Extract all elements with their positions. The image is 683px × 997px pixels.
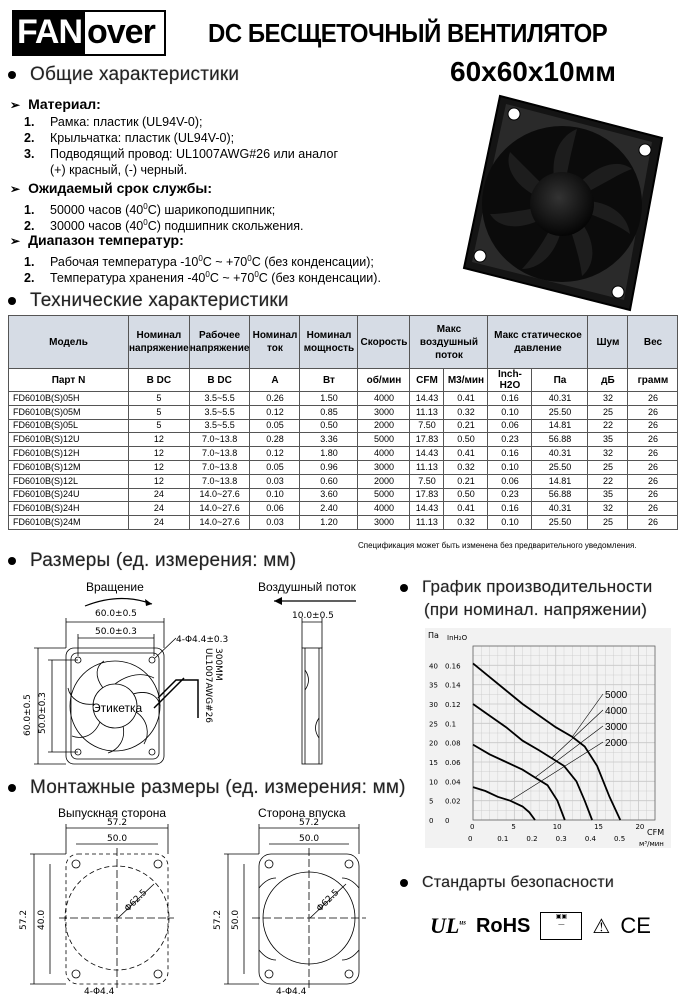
airflow-arrow-icon <box>270 596 360 606</box>
y-tick-label: 40 <box>429 662 438 671</box>
table-cell: 7.0~13.8 <box>189 460 250 474</box>
table-cell: 0.50 <box>444 488 488 502</box>
y2-tick-label: 0.02 <box>445 797 461 806</box>
table-cell: 0.32 <box>444 516 488 530</box>
table-cell: 2000 <box>358 474 410 488</box>
table-cell: 32 <box>588 502 628 516</box>
col-weight: Вес <box>628 316 678 369</box>
table-cell: 26 <box>628 392 678 406</box>
table-cell: FD6010B(S)24H <box>9 502 129 516</box>
col-airflow: Макс воздушный поток <box>410 316 488 369</box>
table-cell: 1.50 <box>300 392 358 406</box>
series-label: 4000 <box>605 706 628 717</box>
table-cell: 26 <box>628 433 678 447</box>
x2-tick-label: 0.3 <box>555 835 567 843</box>
arrow-icon: ➢ <box>10 98 21 112</box>
table-cell: 14.0~27.6 <box>189 502 250 516</box>
table-cell: 11.13 <box>410 405 444 419</box>
table-cell: 25.50 <box>532 405 588 419</box>
unit-cell: Вт <box>300 369 358 392</box>
chart-background <box>425 628 671 848</box>
table-cell: 26 <box>628 460 678 474</box>
table-cell: FD6010B(S)12M <box>9 460 129 474</box>
side-dimension-drawing <box>290 608 340 778</box>
x2-tick-label: 0.5 <box>614 835 626 843</box>
arrow-icon: ➢ <box>10 182 21 196</box>
table-cell: 0.41 <box>444 447 488 461</box>
inlet-holes: 4-Φ4.4 <box>276 987 307 996</box>
table-cell: 0.10 <box>488 460 532 474</box>
table-cell: 0.28 <box>250 433 300 447</box>
life-item: 1. 50000 часов $(40^0C)$ шарикоподшипник; <box>24 202 276 218</box>
outlet-holes: 4-Φ4.4 <box>84 987 115 996</box>
table-cell: 0.21 <box>444 419 488 433</box>
inlet-dim-50-vertical: 50.0 <box>231 909 241 930</box>
table-cell: 25 <box>588 516 628 530</box>
table-cell: 32 <box>588 447 628 461</box>
col-rated-voltage: Номинал напряжение <box>129 316 190 369</box>
table-cell: 5 <box>129 419 190 433</box>
series-label: 3000 <box>605 722 628 733</box>
temperature-heading: ➢ Диапазон температур: <box>10 232 184 248</box>
logo-part-over: over <box>87 13 155 51</box>
table-cell: 26 <box>628 405 678 419</box>
table-cell: FD6010B(S)12L <box>9 474 129 488</box>
series-label: 2000 <box>605 738 628 749</box>
x2-tick-label: 0.4 <box>584 835 596 843</box>
table-cell: 0.50 <box>300 419 358 433</box>
inlet-drawing <box>224 824 366 988</box>
x-tick-label: 15 <box>594 823 604 831</box>
general-heading: Общие характеристики <box>8 64 239 86</box>
outlet-dia: Φ62.5 <box>123 887 150 915</box>
table-cell: 4000 <box>358 502 410 516</box>
table-cell: FD6010B(S)05H <box>9 392 129 406</box>
table-cell: 0.60 <box>300 474 358 488</box>
table-cell: 0.10 <box>488 405 532 419</box>
table-row <box>9 502 678 516</box>
col-noise: Шум <box>588 316 628 369</box>
col-operating-voltage: Рабочее напряжение <box>189 316 250 369</box>
y-left-label: Па <box>428 631 439 640</box>
performance-subheading: (при номинал. напряжении) <box>424 600 648 619</box>
table-cell: 22 <box>588 419 628 433</box>
table-cell: 0.06 <box>250 502 300 516</box>
fan-photo <box>440 92 666 314</box>
unit-cell: Парт N <box>9 369 129 392</box>
unit-cell: Па <box>532 369 588 392</box>
table-cell: 56.88 <box>532 433 588 447</box>
table-cell: 4000 <box>358 447 410 461</box>
table-cell: 14.0~27.6 <box>189 488 250 502</box>
table-cell: 0.32 <box>444 460 488 474</box>
table-cell: 1.20 <box>300 516 358 530</box>
unit-cell: дБ <box>588 369 628 392</box>
dim-60-vertical: 60.0±0.5 <box>23 694 33 736</box>
material-heading: ➢ Материал: <box>10 96 101 112</box>
table-cell: 0.26 <box>250 392 300 406</box>
unit-cell: об/мин <box>358 369 410 392</box>
col-model: Модель <box>9 316 129 369</box>
material-item: 2. Крыльчатка: пластик (UL94V-0); <box>24 131 235 145</box>
table-cell: FD6010B(S)05M <box>9 405 129 419</box>
table-cell: 0.10 <box>488 516 532 530</box>
brand-logo <box>12 10 166 56</box>
table-cell: 1.80 <box>300 447 358 461</box>
outlet-dim-57-vertical: 57.2 <box>19 909 29 930</box>
table-cell: 14.43 <box>410 392 444 406</box>
arrow-icon: ➢ <box>10 234 21 248</box>
table-cell: 26 <box>628 502 678 516</box>
table-cell: 26 <box>628 419 678 433</box>
inlet-side-label: Сторона впуска <box>258 806 346 820</box>
performance-heading: График производительности <box>400 577 652 597</box>
table-cell: FD6010B(S)24M <box>9 516 129 530</box>
table-cell: 0.41 <box>444 502 488 516</box>
table-cell: 11.13 <box>410 516 444 530</box>
table-cell: 0.85 <box>300 405 358 419</box>
dimensions-heading: Размеры (ед. измерения: мм) <box>8 550 296 572</box>
table-cell: 0.12 <box>250 447 300 461</box>
table-cell: FD6010B(S)24U <box>9 488 129 502</box>
logo-part-fan: FAN <box>14 12 85 54</box>
mounting-drawings <box>14 818 384 996</box>
table-row <box>9 419 678 433</box>
table-cell: 0.16 <box>488 392 532 406</box>
table-cell: 5000 <box>358 433 410 447</box>
document-title: DC БЕСЩЕТОЧНЫЙ ВЕНТИЛЯТОР <box>208 18 608 48</box>
y-right-label: InH₂O <box>447 634 468 642</box>
material-item: 1. Рамка: пластик (UL94V-0); <box>24 115 203 129</box>
table-row <box>9 447 678 461</box>
wire-color-note: (+) красный, (-) черный. <box>50 163 188 177</box>
y2-tick-label: 0.06 <box>445 759 461 767</box>
y-tick-label: 30 <box>429 701 438 709</box>
table-cell: 3000 <box>358 460 410 474</box>
table-cell: 0.03 <box>250 474 300 488</box>
table-cell: 0.03 <box>250 516 300 530</box>
table-cell: 11.13 <box>410 460 444 474</box>
table-cell: 12 <box>129 447 190 461</box>
unit-cell: A <box>250 369 300 392</box>
table-cell: 14.43 <box>410 447 444 461</box>
table-cell: 0.32 <box>444 405 488 419</box>
table-cell: 2000 <box>358 419 410 433</box>
x-label: CFM <box>647 828 665 837</box>
y-tick-label: 15 <box>429 759 438 767</box>
table-cell: 7.50 <box>410 474 444 488</box>
life-heading: ➢ Ожидаемый срок службы: <box>10 180 212 196</box>
table-row <box>9 516 678 530</box>
table-row <box>9 488 678 502</box>
series-label: 5000 <box>605 690 628 701</box>
table-cell: 0.06 <box>488 474 532 488</box>
table-cell: 0.96 <box>300 460 358 474</box>
y2-tick-label: 0.16 <box>445 662 461 671</box>
x2-tick-label: 0.2 <box>526 835 538 843</box>
table-row <box>9 392 678 406</box>
outlet-side-label: Выпускная сторона <box>58 806 167 820</box>
front-dimension-drawing <box>8 608 238 778</box>
document-size: 60х60х10мм <box>450 56 617 87</box>
table-cell: 3.60 <box>300 488 358 502</box>
y-tick-label: 20 <box>429 739 438 748</box>
unit-cell: CFM <box>410 369 444 392</box>
col-speed: Скорость <box>358 316 410 369</box>
bullet-icon <box>8 784 16 792</box>
table-cell: 0.41 <box>444 392 488 406</box>
table-cell: 0.16 <box>488 447 532 461</box>
table-cell: 17.83 <box>410 488 444 502</box>
outlet-drawing <box>30 824 174 988</box>
y2-tick-label: 0.08 <box>445 739 461 748</box>
table-cell: 26 <box>628 447 678 461</box>
table-cell: 25 <box>588 460 628 474</box>
unit-cell: грамм <box>628 369 678 392</box>
weee-logo-icon: ▣▣ — <box>540 912 582 940</box>
table-cell: FD6010B(S)12H <box>9 447 129 461</box>
table-cell: 24 <box>129 488 190 502</box>
table-cell: 3.5~5.5 <box>189 405 250 419</box>
table-cell: 0.06 <box>488 419 532 433</box>
table-cell: FD6010B(S)05L <box>9 419 129 433</box>
table-cell: 26 <box>628 474 678 488</box>
performance-chart <box>425 628 671 848</box>
table-cell: 22 <box>588 474 628 488</box>
inlet-dim-57: 57.2 <box>299 818 320 828</box>
table-cell: 14.43 <box>410 502 444 516</box>
table-cell: 0.50 <box>444 433 488 447</box>
outlet-dim-50: 50.0 <box>107 834 128 844</box>
table-cell: 12 <box>129 433 190 447</box>
table-cell: 12 <box>129 474 190 488</box>
life-item: 2. 30000 часов $(40^0C)$ подшипник скольжения. <box>24 218 304 234</box>
ce-logo-icon: CE <box>620 913 651 938</box>
table-cell: 3.5~5.5 <box>189 392 250 406</box>
dim-60-horizontal: 60.0±0.5 <box>95 609 137 619</box>
table-cell: 0.23 <box>488 488 532 502</box>
y-tick-label: 35 <box>429 681 438 690</box>
table-cell: 5 <box>129 405 190 419</box>
table-cell: FD6010B(S)12U <box>9 433 129 447</box>
material-item: 3. Подводящий провод: UL1007AWG#26 или аналог <box>24 147 339 161</box>
table-row <box>9 460 678 474</box>
wire-length: 300MM <box>213 648 223 681</box>
table-cell: 12 <box>129 460 190 474</box>
dim-thickness: 10.0±0.5 <box>292 611 334 621</box>
table-cell: 3000 <box>358 516 410 530</box>
table-cell: 3.36 <box>300 433 358 447</box>
y2-tick-label: 0.14 <box>445 681 461 690</box>
table-cell: 5000 <box>358 488 410 502</box>
table-cell: 24 <box>129 516 190 530</box>
bullet-icon <box>8 71 16 79</box>
table-cell: 40.31 <box>532 392 588 406</box>
bullet-icon <box>8 557 16 565</box>
y2-tick-label: 0.04 <box>445 778 461 787</box>
col-rated-current: Номинал ток <box>250 316 300 369</box>
safety-heading: Стандарты безопасности <box>400 874 614 892</box>
warning-triangle-icon: ⚠ <box>592 915 611 938</box>
outlet-dim-57: 57.2 <box>107 818 128 828</box>
x-tick-label: 5 <box>511 823 516 831</box>
table-cell: 5 <box>129 392 190 406</box>
table-cell: 24 <box>129 502 190 516</box>
spec-note: Спецификация может быть изменена без предварительного уведомления. <box>358 541 637 550</box>
table-cell: 32 <box>588 392 628 406</box>
fan-label-text: Этикетка <box>92 701 143 715</box>
bullet-icon <box>8 297 16 305</box>
table-row <box>9 433 678 447</box>
table-cell: 25.50 <box>532 516 588 530</box>
table-cell: 14.81 <box>532 474 588 488</box>
col-rated-power: Номинал мощность <box>300 316 358 369</box>
table-cell: 35 <box>588 433 628 447</box>
y2-tick-label: 0 <box>445 817 450 825</box>
x2-tick-label: 0.1 <box>497 835 509 843</box>
table-cell: 0.21 <box>444 474 488 488</box>
table-cell: 3.5~5.5 <box>189 419 250 433</box>
table-cell: 4000 <box>358 392 410 406</box>
temperature-item: 2. Температура хранения $-40^0C$ ~ $+70^0C$ (без конденсации). <box>24 270 381 286</box>
ul-logo-icon: $UL^{us}$ <box>430 913 466 938</box>
y2-tick-label: 0.1 <box>445 720 457 729</box>
dim-50-horizontal: 50.0±0.3 <box>95 627 137 637</box>
y2-tick-label: 0.12 <box>445 701 461 709</box>
bullet-icon <box>400 584 408 592</box>
table-cell: 25.50 <box>532 460 588 474</box>
table-cell: 25 <box>588 405 628 419</box>
x-tick-label: 0 <box>470 823 475 831</box>
table-cell: 17.83 <box>410 433 444 447</box>
inlet-dia: Φ62.5 <box>315 887 342 915</box>
unit-cell: B DC <box>189 369 250 392</box>
y-tick-label: 0 <box>429 817 434 825</box>
spec-table <box>8 315 678 530</box>
table-cell: 0.10 <box>250 488 300 502</box>
table-row <box>9 405 678 419</box>
rohs-logo-icon: RoHS <box>475 914 531 937</box>
table-cell: 2.40 <box>300 502 358 516</box>
table-cell: 7.0~13.8 <box>189 474 250 488</box>
unit-cell: Inch-H2O <box>488 369 532 392</box>
certification-logos <box>430 912 651 940</box>
x-tick-label: 10 <box>552 823 562 831</box>
table-cell: 40.31 <box>532 502 588 516</box>
mounting-heading: Монтажные размеры (ед. измерения: мм) <box>8 777 406 799</box>
unit-cell: M3/мин <box>444 369 488 392</box>
table-cell: 0.23 <box>488 433 532 447</box>
table-cell: 0.16 <box>488 502 532 516</box>
x2-label: м³/мин <box>639 840 664 848</box>
airflow-label: Воздушный поток <box>258 580 356 594</box>
outlet-dim-40: 40.0 <box>37 909 47 930</box>
col-pressure: Макс статическое давление <box>488 316 588 369</box>
table-cell: 35 <box>588 488 628 502</box>
dim-50-vertical: 50.0±0.3 <box>38 692 48 734</box>
rotation-label: Вращение <box>86 580 144 594</box>
table-cell: 14.81 <box>532 419 588 433</box>
table-cell: 56.88 <box>532 488 588 502</box>
rotation-arrow-icon <box>80 594 160 608</box>
technical-heading: Технические характеристики <box>8 290 289 312</box>
table-cell: 0.12 <box>250 405 300 419</box>
table-cell: 14.0~27.6 <box>189 516 250 530</box>
table-row <box>9 474 678 488</box>
dim-holes: 4-Φ4.4±0.3 <box>176 635 229 645</box>
table-cell: 7.0~13.8 <box>189 433 250 447</box>
x-tick-label: 20 <box>635 823 645 831</box>
unit-cell: B DC <box>129 369 190 392</box>
wire-spec: UL1007AWG#26 <box>203 648 213 724</box>
inlet-dim-57-vertical: 57.2 <box>213 909 223 930</box>
table-cell: 7.50 <box>410 419 444 433</box>
table-cell: 0.05 <box>250 419 300 433</box>
table-cell: 40.31 <box>532 447 588 461</box>
table-cell: 26 <box>628 516 678 530</box>
table-cell: 0.05 <box>250 460 300 474</box>
table-cell: 7.0~13.8 <box>189 447 250 461</box>
x2-tick-label: 0 <box>468 835 473 843</box>
y-tick-label: 10 <box>429 778 438 787</box>
table-cell: 26 <box>628 488 678 502</box>
spec-table-body <box>9 392 678 530</box>
temperature-item: 1. Рабочая температура $-10^0C$ ~ $+70^0C$ (без конденсации); <box>24 254 374 270</box>
y-tick-label: 25 <box>429 720 438 729</box>
table-cell: 3000 <box>358 405 410 419</box>
bullet-icon <box>400 879 408 887</box>
y-tick-label: 5 <box>429 797 434 806</box>
inlet-dim-50: 50.0 <box>299 834 320 844</box>
